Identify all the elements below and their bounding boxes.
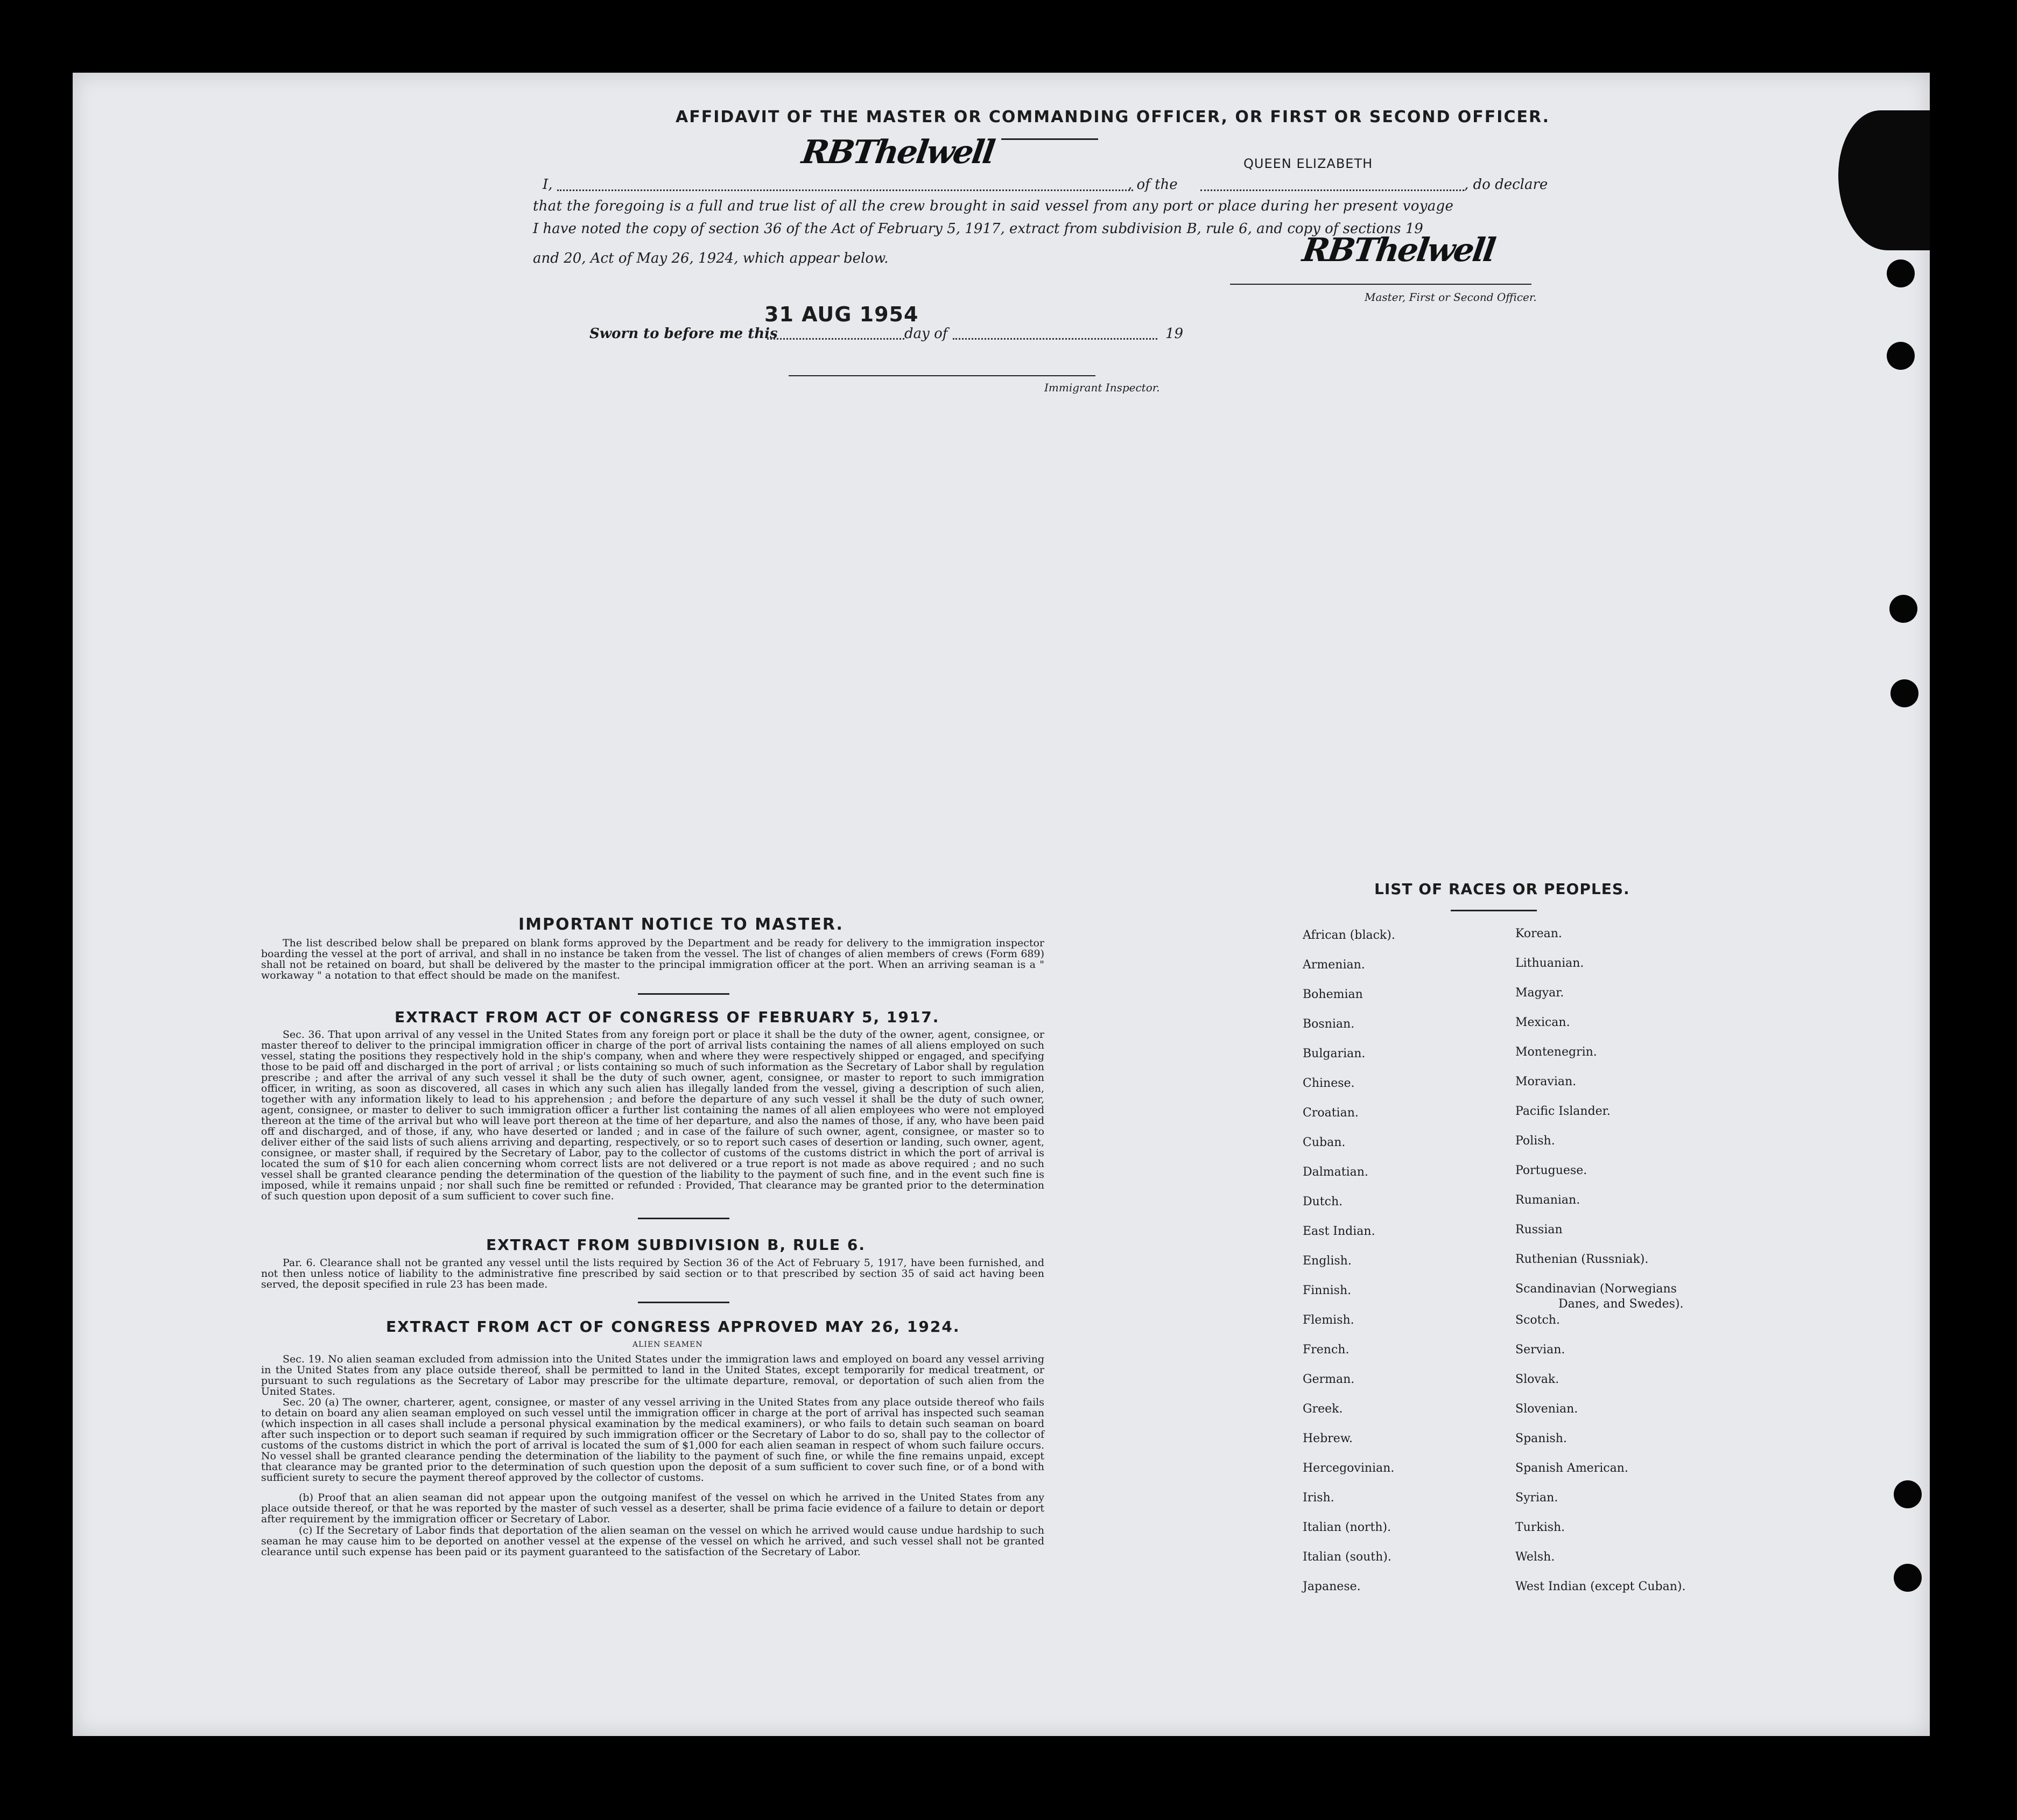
divider (638, 1302, 729, 1303)
race-item: Ruthenian (Russniak). (1515, 1253, 1649, 1266)
sec-20c: (c) If the Secretary of Labor finds that deportation of the alien seaman on the vessel on which he arrived would cause undue hardship to such seaman he may cause him to be deported on another vessel at the expense of the vessel on which he arrived, and such vessel shall not be granted clearance until such expense has been paid or its payment guaranteed to the satisfaction of the Secretary of Labor. (261, 1524, 1044, 1558)
race-item: Bulgarian. (1303, 1047, 1366, 1060)
race-item: English. (1303, 1254, 1352, 1268)
extract-1924-title: EXTRACT FROM ACT OF CONGRESS APPROVED MAY 26, 1924. (386, 1318, 960, 1336)
race-item: Pacific Islander. (1515, 1105, 1611, 1118)
name-field-line (557, 189, 1133, 191)
race-item: Servian. (1515, 1343, 1565, 1357)
race-item: Scotch. (1515, 1313, 1560, 1327)
affidavit-line-4: and 20, Act of May 26, 1924, which appear below. (533, 250, 889, 266)
divider (638, 1218, 729, 1219)
sworn-month-line (953, 338, 1157, 340)
vessel-name: QUEEN ELIZABETH (1243, 156, 1373, 171)
race-item: Polish. (1515, 1134, 1555, 1148)
sworn-label: Sworn to before me this (589, 326, 778, 342)
race-item: Rumanian. (1515, 1193, 1580, 1207)
race-item: Magyar. (1515, 986, 1564, 1000)
race-item: Dutch. (1303, 1195, 1343, 1208)
notice-title: IMPORTANT NOTICE TO MASTER. (518, 915, 844, 934)
punch-hole (1889, 595, 1917, 623)
race-item: Chinese. (1303, 1077, 1355, 1090)
sworn-year: 19 (1165, 326, 1184, 342)
signature-officer: RBThelwell (1300, 231, 1497, 269)
subdivision-b-title: EXTRACT FROM SUBDIVISION B, RULE 6. (486, 1236, 866, 1254)
race-item: Slovenian. (1515, 1402, 1578, 1416)
race-item: Portuguese. (1515, 1164, 1587, 1177)
race-item: French. (1303, 1343, 1350, 1357)
sec-20b: (b) Proof that an alien seaman did not appear upon the outgoing manifest of the vessel on which he arrived in the United States from any place outside thereof, or that he was reported by the master of such vessel as a deserter, shall be prima facie evidence of a failure to detain or deport after requirement by the immigration officer or Secretary of Labor. (261, 1492, 1044, 1525)
sworn-day-of: day of (904, 326, 948, 342)
signature-line (1230, 284, 1531, 285)
race-item: West Indian (except Cuban). (1515, 1580, 1686, 1593)
vessel-field-line (1200, 189, 1464, 191)
race-item: Slovak. (1515, 1373, 1559, 1386)
race-item-continued: Danes, and Swedes). (1558, 1297, 1684, 1311)
race-item: Japanese. (1303, 1580, 1361, 1593)
sec-20a: Sec. 20 (a) The owner, charterer, agent, consignee, or master of any vessel arriving in the United States from any place outside thereof who fails to detain on board any alien seaman employed on such vessel until the immigration officer in charge at the port of arrival has inspected such seaman (which inspection in all cases shall include a personal physical examination by the medical examiners), or who fails to detain such seaman on board after such inspection or to deport such seaman if required by such immigration officer or the Secretary of Labor to do so, shall pay to the collector of customs of the customs district in which the port of arrival is located the sum of $1,000 for each alien seaman in respect of whom such failure occurs. No vessel shall be granted clearance pending the determination of the liability to the payment of such fine, or while the fine remains unpaid, except that clearance may be granted prior to the determination of such question upon the deposit of a sum sufficient to cover such fine, or of a bond with sufficient surety to secure the payment thereof approved by the collector of customs. (261, 1396, 1044, 1484)
affidavit-line-2: that the foregoing is a full and true list of all the crew brought in said vessel from any port or place during her present voyage (533, 198, 1454, 214)
race-item: Moravian. (1515, 1075, 1577, 1088)
race-item: German. (1303, 1373, 1355, 1386)
notice-body: The list described below shall be prepared on blank forms approved by the Department and be ready for delivery to the immigration inspector boarding the vessel at the port of arrival, and shall in no instance be taken from the vessel. The list of changes of alien members of crews (Form 689) shall not be retained on board, but shall be delivered by the master to the principal immigration officer at the port. When an arriving seaman is a " workaway " a notation to that effect should be made on the manifest. (261, 937, 1044, 981)
race-item: Flemish. (1303, 1313, 1354, 1327)
race-item: Spanish American. (1515, 1461, 1628, 1475)
sworn-day-line (767, 338, 904, 340)
torn-corner (1838, 110, 1930, 250)
inspector-signature-line (789, 375, 1095, 376)
date-stamp: 31 AUG 1954 (764, 303, 919, 326)
race-item: Montenegrin. (1515, 1045, 1597, 1059)
race-item: Bosnian. (1303, 1017, 1355, 1031)
punch-hole (1891, 679, 1918, 707)
affidavit-title: AFFIDAVIT OF THE MASTER OR COMMANDING OFFICER, OR FIRST OR SECOND OFFICER. (676, 108, 1550, 127)
races-underline (1451, 910, 1537, 911)
extract-1917-body: Sec. 36. That upon arrival of any vessel in the United States from any foreign port or place it shall be the duty of the owner, agent, consignee, or master thereof to deliver to the principal immigration officer in charge of the port of arrival lists containing the names of all aliens employed on such vessel, stating the positions they respectively hold in the ship's company, when and where they were respectively shipped or engaged, and specifying those to be paid off and discharged in the port of arrival ; or lists containing so much of such information as the Secretary of Labor shall by regulation prescribe ; and after the arrival of any such vessel it shall be the duty of such owner, agent, consignee, or master to report to such immigration officer, in writing, as soon as discovered, all cases in which any such alien has illegally landed from the vessel, giving a description of such alien, together with any information likely to lead to his apprehension ; and before the departure of any such vessel it shall be the duty of such owner, agent, consignee, or master to deliver to such immigration officer a further list containing the names of all alien employees who were not employed thereon at the time of the arrival but who will leave port thereon at the time of her departure, and also the names of those, if any, who have been paid off and discharged, and of those, if any, who have deserted or landed ; and in case of the failure of such owner, agent, consignee, or master so to deliver either of the said lists of such aliens arriving and departing, respectively, or so to report such cases of desertion or landing, such owner, agent, consignee, or master shall, if required by the Secretary of Labor, pay to the collector of customs of the customs district in which the port of arrival is located the sum of $10 for each alien concerning whom correct lists are not delivered or a true report is not made as above required ; and no such vessel shall be granted clearance pending the determination of the question of the liability to the payment of such fine, and in the event such fine is imposed, while it remains unpaid ; nor shall such fine be remitted or refunded : Provided, That clearance may be granted prior to the determination of such question upon deposit of a sum sufficient to cover such fine. (261, 1029, 1044, 1202)
race-item: Hercegovinian. (1303, 1461, 1395, 1475)
race-item: Spanish. (1515, 1432, 1567, 1445)
races-title: LIST OF RACES OR PEOPLES. (1374, 880, 1630, 898)
race-item: Italian (north). (1303, 1521, 1391, 1534)
race-item: Croatian. (1303, 1106, 1359, 1120)
race-item: Bohemian (1303, 988, 1363, 1001)
alien-seamen-subtitle: ALIEN SEAMEN (632, 1340, 703, 1349)
race-item: Lithuanian. (1515, 957, 1584, 970)
punch-hole (1887, 342, 1915, 370)
race-item: Mexican. (1515, 1016, 1570, 1029)
race-item: African (black). (1303, 929, 1395, 942)
signature-top: RBThelwell (799, 133, 996, 171)
punch-hole (1887, 259, 1915, 287)
signer-title: Master, First or Second Officer. (1365, 291, 1537, 304)
race-item: Scandinavian (Norwegians (1515, 1282, 1677, 1296)
inspector-title: Immigrant Inspector. (1044, 381, 1160, 394)
race-item: East Indian. (1303, 1225, 1375, 1238)
race-item: Armenian. (1303, 958, 1365, 972)
document-page (73, 73, 1930, 1736)
race-item: Dalmatian. (1303, 1165, 1368, 1179)
affidavit-i: I, (543, 177, 553, 193)
extract-1917-title: EXTRACT FROM ACT OF CONGRESS OF FEBRUARY 5, 1917. (395, 1008, 940, 1026)
race-item: Russian (1515, 1223, 1563, 1236)
punch-hole (1894, 1480, 1922, 1508)
race-item: Turkish. (1515, 1521, 1565, 1534)
affidavit-of-the: , of the (1128, 177, 1178, 193)
subdivision-b-body: Par. 6. Clearance shall not be granted any vessel until the lists required by Section 36 of the Act of February 5, 1917, have been furnished, and not then unless notice of liability to the administrative fine prescribed by said section or to that prescribed by section 35 of said act having been served, the deposit specified in rule 23 has been made. (261, 1257, 1044, 1290)
race-item: Cuban. (1303, 1136, 1346, 1149)
race-item: Finnish. (1303, 1284, 1352, 1297)
race-item: Hebrew. (1303, 1432, 1353, 1445)
title-underline (1001, 138, 1098, 140)
race-item: Italian (south). (1303, 1550, 1391, 1564)
race-item: Syrian. (1515, 1491, 1558, 1505)
sec-19: Sec. 19. No alien seaman excluded from admission into the United States under the immigration laws and employed on board any vessel arriving in the United States from any place outside thereof, shall be permitted to land in the United States, except temporarily for medical treatment, or pursuant to such regulations as the Secretary of Labor may prescribe for the ultimate departure, removal, or deportation of such alien from the United States. (261, 1353, 1044, 1397)
punch-hole (1894, 1564, 1922, 1592)
race-item: Irish. (1303, 1491, 1334, 1505)
race-item: Korean. (1515, 927, 1562, 940)
divider (638, 993, 729, 995)
race-item: Welsh. (1515, 1550, 1555, 1564)
affidavit-do-declare: , do declare (1464, 177, 1548, 193)
race-item: Greek. (1303, 1402, 1343, 1416)
affidavit-line-3: I have noted the copy of section 36 of the Act of February 5, 1917, extract from subdivision B, rule 6, and copy of sections 19 (533, 221, 1423, 237)
